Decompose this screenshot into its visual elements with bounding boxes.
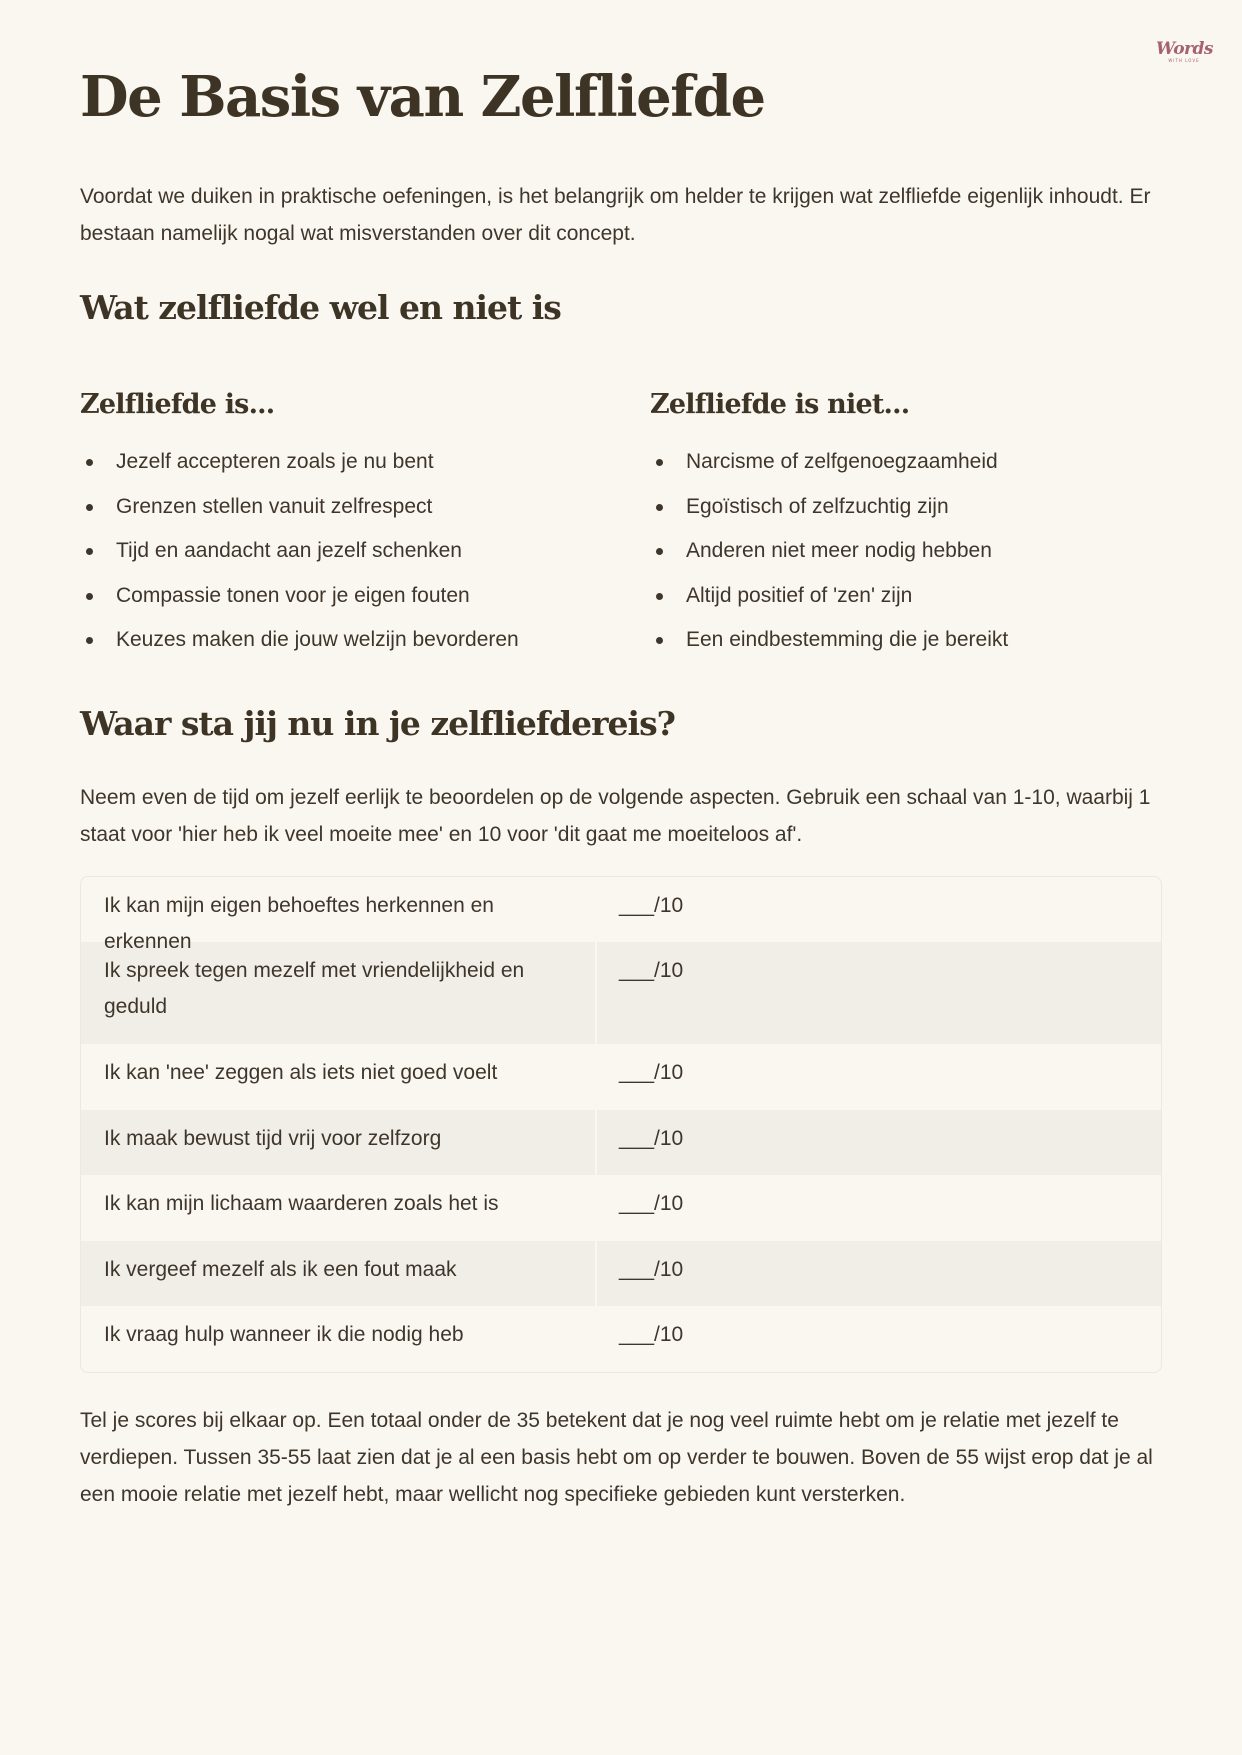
score-field[interactable]: ___/10	[619, 1258, 684, 1281]
list-item: Jezelf accepteren zoals je nu bent	[80, 440, 600, 485]
bullet-icon	[656, 593, 663, 600]
list-item: Anderen niet meer nodig hebben	[650, 529, 1170, 574]
statement-cell: Ik vraag hulp wanneer ik die nodig heb	[104, 1323, 464, 1346]
list-item: Een eindbestemming die je bereikt	[650, 618, 1170, 663]
list-item: Grenzen stellen vanuit zelfrespect	[80, 485, 600, 530]
section-heading-where: Waar sta jij nu in je zelfliefdereis?	[80, 704, 675, 743]
bullet-icon	[86, 593, 93, 600]
list-is	[80, 440, 600, 663]
column-heading-is: Zelfliefde is...	[80, 389, 275, 420]
column-is-not	[650, 387, 1170, 663]
logo-script-text: Words	[1156, 39, 1213, 59]
list-item: Keuzes maken die jouw welzijn bevorderen	[80, 618, 600, 663]
table-row	[81, 1044, 1161, 1110]
list-item: Narcisme of zelfgenoegzaamheid	[650, 440, 1170, 485]
bullet-icon	[86, 637, 93, 644]
table-row	[81, 942, 1161, 1044]
score-field[interactable]: ___/10	[619, 1192, 684, 1215]
table-row	[81, 1241, 1161, 1306]
column-is	[80, 387, 600, 663]
list-item: Compassie tonen voor je eigen fouten	[80, 574, 600, 619]
score-field[interactable]: ___/10	[619, 1127, 684, 1150]
statement-cell: Ik maak bewust tijd vrij voor zelfzorg	[81, 1110, 597, 1175]
bullet-icon	[656, 637, 663, 644]
statement-cell: Ik spreek tegen mezelf met vriendelijkheid en geduld	[81, 942, 597, 1044]
statement-cell: Ik vergeef mezelf als ik een fout maak	[81, 1241, 597, 1306]
list-is-not	[650, 440, 1170, 663]
list-item: Tijd en aandacht aan jezelf schenken	[80, 529, 600, 574]
brand-logo	[1156, 40, 1212, 63]
score-field[interactable]: ___/10	[619, 959, 684, 982]
self-assessment-table	[80, 876, 1162, 1373]
table-row	[81, 1175, 1161, 1241]
table-row	[81, 1306, 1161, 1372]
table-row	[81, 877, 1161, 953]
score-field[interactable]: ___/10	[619, 1061, 684, 1084]
conclusion-paragraph: Tel je scores bij elkaar op. Een totaal onder de 35 betekent dat je nog veel ruimte hebt om je relatie met jezelf te verdiepen. Tussen 35-55 laat zien dat je al een basis hebt om op verder te bouwen. Boven de 55 wijst erop dat je al een mooie relatie met jezelf hebt, maar wellicht nog specifieke gebieden kunt versterken.	[80, 1409, 1153, 1506]
score-field[interactable]: ___/10	[619, 894, 684, 917]
list-item: Egoïstisch of zelfzuchtig zijn	[650, 485, 1170, 530]
column-heading-is-not: Zelfliefde is niet...	[650, 389, 910, 420]
bullet-icon	[86, 459, 93, 466]
intro-paragraph: Voordat we duiken in praktische oefeningen, is het belangrijk om helder te krijgen wat zelfliefde eigenlijk inhoudt. Er bestaan namelijk nogal wat misverstanden over dit concept.	[80, 185, 1151, 245]
statement-cell: Ik kan mijn eigen behoeftes herkennen en erkennen	[104, 894, 494, 953]
list-item: Altijd positief of 'zen' zijn	[650, 574, 1170, 619]
bullet-icon	[86, 504, 93, 511]
bullet-icon	[656, 548, 663, 555]
bullet-icon	[656, 504, 663, 511]
section-heading-what: Wat zelfliefde wel en niet is	[80, 288, 561, 327]
bullet-icon	[656, 459, 663, 466]
table-row	[81, 1110, 1161, 1175]
statement-cell: Ik kan 'nee' zeggen als iets niet goed voelt	[104, 1061, 498, 1084]
page-title: De Basis van Zelfliefde	[80, 64, 765, 130]
score-field[interactable]: ___/10	[619, 1323, 684, 1346]
bullet-icon	[86, 548, 93, 555]
scale-intro-paragraph: Neem even de tijd om jezelf eerlijk te beoordelen op de volgende aspecten. Gebruik een schaal van 1-10, waarbij 1 staat voor 'hier heb ik veel moeite mee' en 10 voor 'dit gaat me moeiteloos af'.	[80, 786, 1151, 846]
statement-cell: Ik kan mijn lichaam waarderen zoals het is	[104, 1192, 499, 1215]
logo-subtext: WITH LOVE	[1168, 58, 1200, 63]
